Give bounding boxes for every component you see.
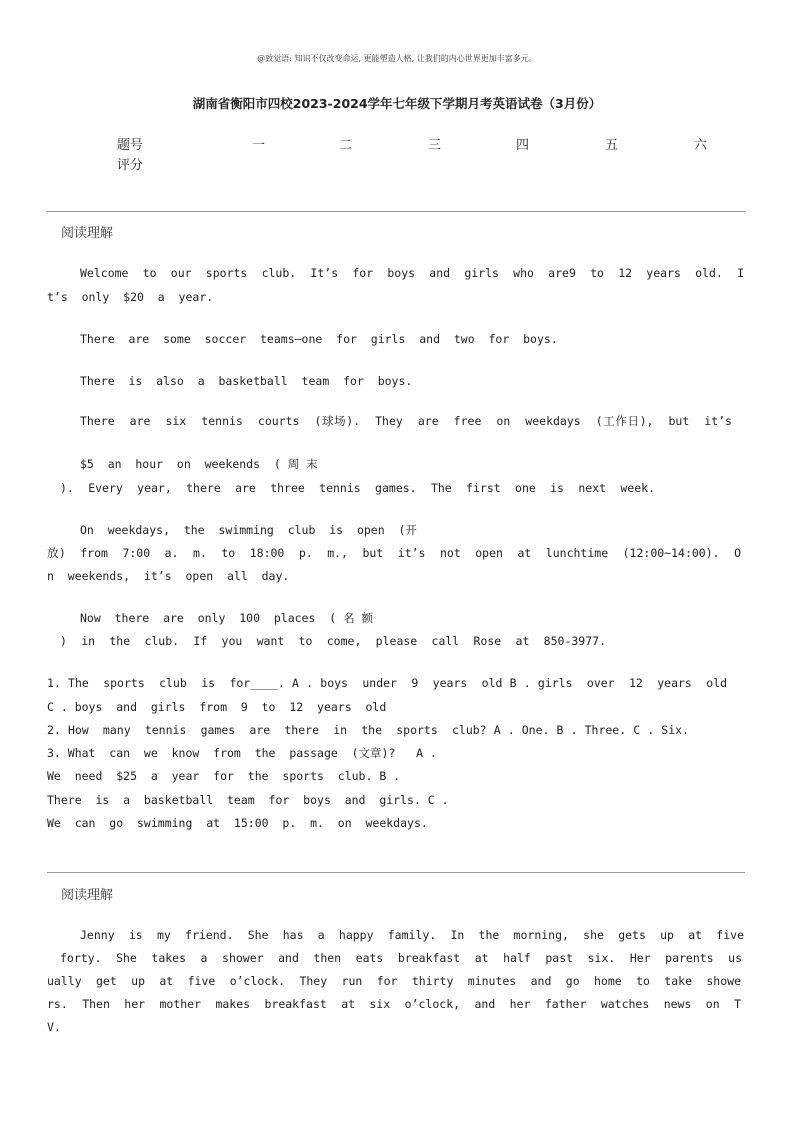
passage-line: t’s only $20 a year. bbox=[47, 290, 214, 304]
score-table-column-5: 五 bbox=[605, 138, 619, 153]
section-label: 阅读理解 bbox=[61, 226, 114, 241]
question-3-option-b: There is a basketball team for boys and girls. C . bbox=[47, 793, 449, 807]
passage-line: ). Every year, there are three tennis games. The first one is next week. bbox=[60, 481, 655, 495]
section-label: 阅读理解 bbox=[61, 888, 114, 903]
score-table-column-3: 三 bbox=[428, 138, 442, 153]
passage-line: $5 an hour on weekends ( 周 末 bbox=[80, 457, 318, 471]
score-table-column-1: 一 bbox=[252, 138, 266, 153]
passage-line: V. bbox=[47, 1020, 61, 1034]
question-1-option-c: C . boys and girls from 9 to 12 years old bbox=[47, 700, 387, 714]
score-table-column-6: 六 bbox=[694, 138, 708, 153]
passage-line: rs. Then her mother makes breakfast at six o’clock, and her father watches news on T bbox=[47, 997, 741, 1011]
header-motto: @致觉语: 知识不仅改变命运, 更能塑造人格, 让我们的内心世界更加丰富多元。 bbox=[257, 54, 537, 63]
score-table-column-2: 二 bbox=[339, 138, 353, 153]
passage-line: There are some soccer teams—one for girls and two for boys. bbox=[80, 332, 558, 346]
exam-title: 湖南省衡阳市四校2023-2024学年七年级下学期月考英语试卷（3月份） bbox=[192, 96, 602, 111]
passage-line: There is also a basketball team for boys. bbox=[80, 374, 413, 388]
section-divider bbox=[47, 872, 745, 873]
question-1: 1. The sports club is for____. A . boys under 9 years old B . girls over 12 years old bbox=[47, 676, 727, 690]
passage-line: There are six tennis courts (球场). They are free on weekdays (工作日), but it’s bbox=[80, 414, 732, 428]
score-table-row-label-number: 题号 bbox=[117, 138, 144, 153]
passage-line: 放) from 7:00 a. m. to 18:00 p. m., but it’s not open at lunchtime (12:00~14:00). O bbox=[47, 546, 741, 560]
score-table-row-label-score: 评分 bbox=[117, 158, 144, 173]
passage-line: n weekends, it’s open all day. bbox=[47, 569, 290, 583]
passage-line: forty. She takes a shower and then eats breakfast at half past six. Her parents us bbox=[60, 951, 742, 965]
passage-line: Welcome to our sports club. It’s for boys and girls who are9 to 12 years old. I bbox=[80, 266, 744, 280]
question-3-option-a: We need $25 a year for the sports club. B . bbox=[47, 769, 401, 783]
passage-line: Now there are only 100 places ( 名 额 bbox=[80, 611, 374, 625]
question-3: 3. What can we know from the passage (文章)? A . bbox=[47, 746, 437, 760]
section-divider bbox=[47, 211, 745, 212]
question-2: 2. How many tennis games are there in the sports club? A . One. B . Three. C . Six. bbox=[47, 723, 689, 737]
passage-line: ually get up at five o’clock. They run for thirty minutes and go home to take showe bbox=[47, 974, 741, 988]
passage-line: On weekdays, the swimming club is open (开 bbox=[80, 523, 417, 537]
passage-line: Jenny is my friend. She has a happy family. In the morning, she gets up at five bbox=[80, 928, 744, 942]
question-3-option-c: We can go swimming at 15:00 p. m. on weekdays. bbox=[47, 816, 428, 830]
passage-line: ) in the club. If you want to come, please call Rose at 850-3977. bbox=[60, 634, 606, 648]
score-table-column-4: 四 bbox=[516, 138, 530, 153]
